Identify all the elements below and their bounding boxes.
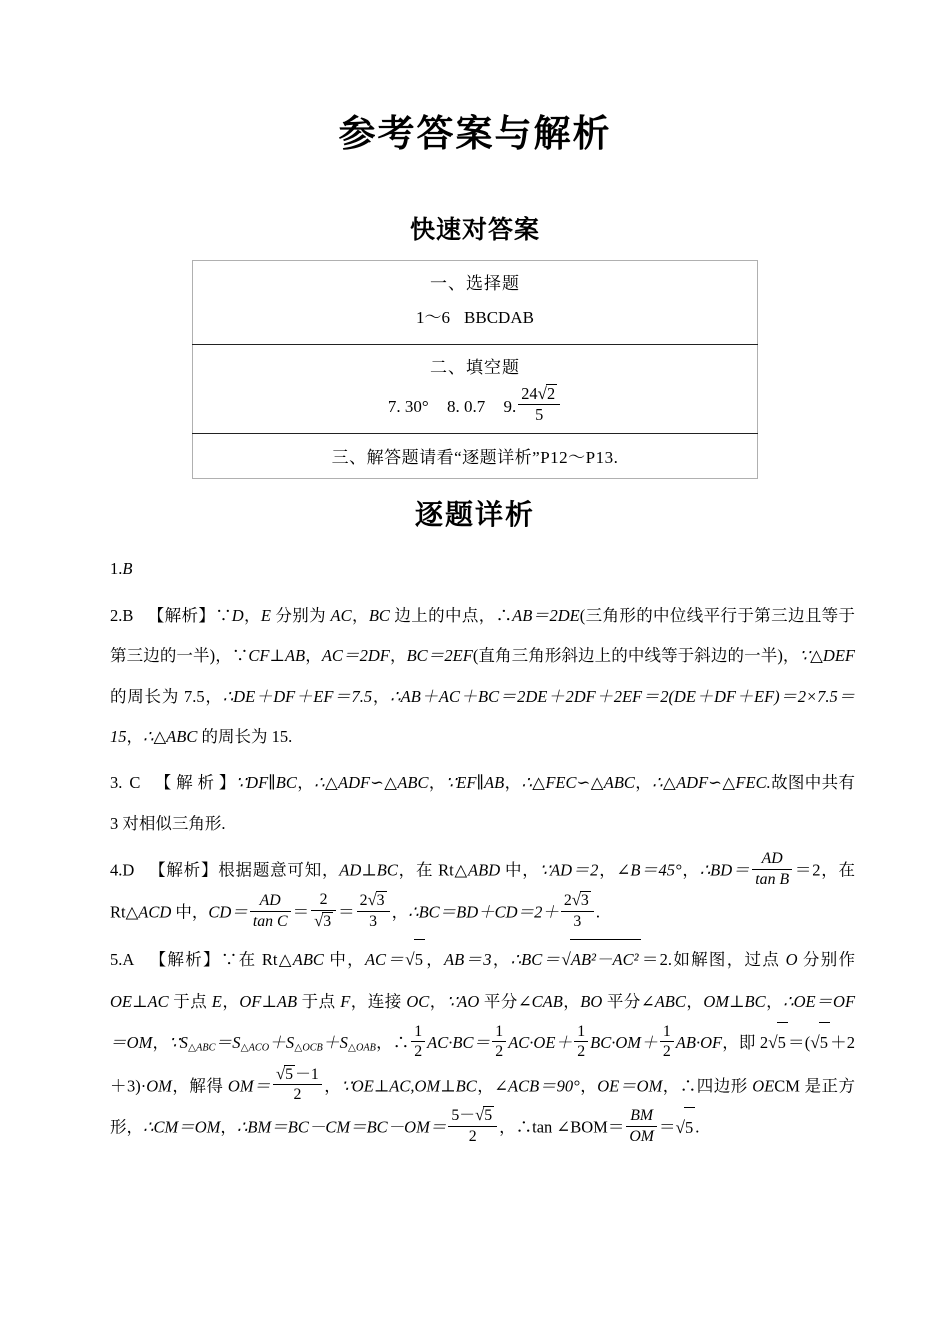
text-run: 中， — [323, 950, 365, 970]
math-expr: AC·OE＋ — [508, 1033, 573, 1053]
because-symbol: ∵ — [215, 605, 232, 625]
text-run: 分别作 — [797, 950, 856, 970]
fraction-numerator: AD — [752, 850, 792, 870]
table-row-fill — [193, 344, 758, 434]
sqrt-radicand: 3 — [323, 912, 332, 930]
detailed-solutions-title: 逐题详析 — [414, 500, 535, 532]
sqrt-radicand: 5 — [684, 1107, 695, 1148]
fraction-numerator: 1 — [492, 1023, 506, 1043]
text-run: 根据题意可知， — [218, 860, 340, 880]
punct: ， — [243, 605, 261, 625]
fraction-numerator: 1 — [574, 1023, 588, 1043]
fraction-cd — [250, 892, 291, 930]
sqrt-icon: √3 — [571, 890, 589, 910]
math-var: BC — [368, 605, 390, 625]
math-expr: ＋S — [322, 1033, 348, 1053]
punct: ， — [296, 773, 315, 793]
punct: ， — [375, 1033, 393, 1053]
subscript: △OAB — [347, 1042, 376, 1054]
text-run: 如解图，过点 — [672, 950, 786, 970]
text-run: ，解得 — [171, 1076, 228, 1095]
fraction-half-4 — [660, 1023, 674, 1061]
solution-4-answer: D — [122, 860, 135, 880]
fraction-bm — [448, 1106, 497, 1145]
math-expr: OE＝OM — [597, 1076, 663, 1095]
math-expr: ∵AD＝2 — [539, 860, 599, 880]
math-expr: AD⊥BC — [339, 860, 398, 880]
math-var: D — [231, 605, 244, 625]
math-expr: BC·OM＋ — [590, 1033, 658, 1053]
fraction-numerator: 1 — [411, 1023, 425, 1043]
text-run: (直角三角形斜边上的中线等于斜边的一半)， — [472, 646, 800, 666]
fraction-two-over-root-three — [311, 891, 336, 930]
sqrt-radicand: 5 — [484, 1107, 493, 1125]
sqrt-icon: √5 — [405, 939, 425, 981]
punct: ， — [221, 991, 240, 1011]
solution-3-answer: C — [129, 773, 141, 793]
fraction-denominator — [311, 911, 336, 931]
math-expr: CD＝ — [208, 902, 248, 922]
math-var: ABC — [292, 950, 324, 970]
math-expr: ＋2＋3)· — [110, 1033, 856, 1095]
solution-5-number: 5. — [110, 950, 123, 970]
math-expr: AC＝ — [364, 950, 406, 970]
punct: ， — [152, 1033, 170, 1053]
sqrt-radicand: 3 — [580, 892, 589, 910]
punct: ， — [389, 646, 407, 666]
punct: ， — [429, 991, 447, 1011]
math-expr: OE⊥AC — [110, 991, 169, 1011]
sqrt-icon: √AB²－AC² — [561, 939, 640, 981]
fraction-result — [561, 891, 594, 930]
equals-sign: ＝ — [338, 902, 355, 922]
solution-5-answer: A — [122, 950, 135, 970]
fraction-denominator: tan B — [755, 871, 790, 889]
fraction-denominator: 2 — [662, 1043, 671, 1061]
fraction-numerator: AD — [250, 892, 291, 912]
fraction-denominator: OM — [629, 1128, 654, 1146]
text-run: 于点 — [297, 991, 341, 1011]
punct: . — [695, 1117, 700, 1137]
fraction-half-1 — [411, 1023, 425, 1061]
text-run: 边上的中点， — [389, 605, 496, 625]
fill-item-8-num: 8. — [446, 396, 460, 416]
quick-answers-table-wrapper — [192, 260, 758, 479]
fill-answers — [193, 384, 757, 425]
punct: ， — [634, 773, 653, 793]
fraction-denominator: 3 — [369, 912, 378, 930]
fraction-denominator: 5 — [535, 405, 544, 425]
punct: ， — [424, 950, 445, 970]
math-expr: ∴BC＝BD＋CD＝2＋ — [408, 902, 559, 922]
solution-1-answer: B — [122, 559, 133, 579]
numerator-lead: 5－ — [451, 1107, 476, 1125]
fraction-denominator: 3 — [573, 912, 582, 930]
math-expr: ∴OE＝OF＝OM — [110, 991, 856, 1053]
math-expr: AB＝3 — [444, 950, 492, 970]
text-run: 平分∠ — [479, 991, 532, 1011]
fraction-bd — [752, 850, 792, 888]
math-expr: ∴BD＝ — [699, 860, 751, 880]
math-expr: BC＝2EF — [406, 646, 473, 666]
text-run: 平分∠ — [602, 991, 655, 1011]
punct: ， — [305, 646, 322, 666]
math-expr: ∴CM＝OM — [143, 1117, 221, 1137]
because-symbol: ∵ — [220, 950, 238, 970]
math-expr: ∴BM＝BC－CM＝BC－OM＝ — [236, 1117, 447, 1137]
fill-item-8-value: 0.7 — [463, 396, 486, 416]
fill-item-7-num: 7. — [387, 396, 401, 416]
fraction-numerator: BM — [626, 1107, 657, 1127]
math-expr: B＝45° — [630, 860, 682, 880]
subscript: △ACO — [240, 1042, 270, 1054]
text-run: 于点 — [168, 991, 212, 1011]
math-expr: ∵△DEF — [799, 646, 856, 666]
punct: ， — [499, 1117, 516, 1137]
because-symbol: ∵ — [231, 646, 249, 666]
text-run: ＝2，在 Rt△ — [110, 860, 856, 922]
punct: . — [595, 902, 600, 922]
math-var: ABD — [468, 860, 501, 880]
math-expr: ∵S — [169, 1033, 188, 1053]
math-expr: AB＝2DE — [512, 605, 580, 625]
sqrt-radicand: 5 — [777, 1022, 788, 1063]
fraction-denominator: 2 — [293, 1086, 302, 1104]
numerator-rest: －1 — [295, 1065, 319, 1083]
math-expr: OM⊥BC — [703, 991, 766, 1011]
math-expr: ∴△ABC — [143, 727, 198, 747]
fill-item-9-fraction — [518, 384, 560, 425]
sqrt-radicand: 5 — [285, 1065, 294, 1083]
fraction-denominator: 2 — [414, 1043, 423, 1061]
coefficient: 2 — [563, 892, 572, 910]
punct: ， — [220, 1117, 237, 1137]
table-row-choice — [193, 261, 758, 344]
math-expr: ∴△ADF∽△FEC. — [652, 773, 771, 793]
fraction-denominator: 2 — [468, 1128, 477, 1146]
therefore-symbol: ∴ — [495, 605, 513, 625]
punct: ， — [391, 902, 409, 922]
punct: ， — [372, 686, 391, 706]
quick-answers-table — [192, 260, 758, 479]
math-var: BO — [580, 991, 603, 1011]
fill-item-7-value: 30° — [404, 396, 429, 416]
text-run: 在 Rt△ — [237, 950, 293, 970]
math-expr: ∵OE⊥AC,OM⊥BC — [341, 1076, 477, 1095]
solution-2-tag: 【解析】 — [147, 605, 216, 625]
fraction-numerator — [561, 891, 594, 912]
coefficient: 2 — [359, 892, 368, 910]
text-run: 中， — [500, 860, 540, 880]
punct: ，∠ — [598, 860, 631, 880]
text-run: ，连接 — [350, 991, 407, 1011]
solution-2-number: 2. — [110, 605, 123, 625]
sqrt-icon: √2 — [537, 383, 556, 403]
solution-3-tag: 【 解 析 】 — [154, 773, 236, 793]
sqrt-icon: √5 — [276, 1063, 294, 1083]
solution-item-1 — [110, 549, 855, 589]
punct: ， — [681, 860, 700, 880]
math-var: E — [211, 991, 222, 1011]
text-run: (三角形的中位线平行于第三边且等于第三边的一半)， — [110, 605, 856, 666]
math-expr: ∴AB＋AC＋BC＝2DE＋2DF＋2EF＝2(DE＋DF＋EF)＝2×7.5＝15 — [110, 686, 856, 747]
math-expr: ＝S — [215, 1033, 241, 1053]
text-run: 的周长为 15. — [197, 727, 293, 747]
punct: ， — [428, 773, 446, 793]
math-var: AC — [330, 605, 352, 625]
math-expr: AC·BC＝ — [427, 1033, 491, 1053]
fraction-denominator: 2 — [495, 1043, 504, 1061]
therefore-symbol: ∴ — [392, 1033, 410, 1053]
math-var: ACD — [138, 902, 172, 922]
fraction-numerator: 1 — [660, 1023, 674, 1043]
math-expr: ∵AO — [446, 991, 480, 1011]
math-var: OC — [406, 991, 430, 1011]
math-expr: ∴BC＝ — [510, 950, 562, 970]
fraction-half-2 — [492, 1023, 506, 1061]
punct: ， — [765, 991, 784, 1011]
text-run: ，在 Rt△ — [397, 860, 469, 880]
sqrt-radicand: 3 — [376, 892, 385, 910]
punct: ， — [351, 605, 369, 625]
solution-4-tag: 【解析】 — [148, 860, 219, 880]
text-run: 分别为 — [270, 605, 331, 625]
sqrt-radicand: 5 — [819, 1022, 830, 1063]
math-expr: ACB＝90° — [508, 1076, 580, 1095]
equals-sign: ＝ — [658, 1117, 676, 1137]
math-expr: AC＝2DF — [321, 646, 390, 666]
punct: ， — [504, 773, 522, 793]
sqrt-icon: √5 — [475, 1105, 493, 1125]
math-var: OM — [146, 1076, 172, 1095]
sqrt-radicand: 2 — [546, 383, 556, 403]
fraction-numerator-coefficient: 24 — [521, 383, 538, 403]
fraction-numerator: 2 — [311, 891, 336, 911]
math-expr: OF⊥AB — [239, 991, 298, 1011]
choice-section-label: 一、选择题 — [430, 274, 520, 294]
solution-item-5 — [110, 939, 855, 1149]
math-expr: ∴tan ∠BOM＝ — [515, 1117, 625, 1137]
punct: ， — [685, 991, 704, 1011]
fraction-half-3 — [574, 1023, 588, 1061]
solutions-list — [0, 549, 950, 1149]
text-run: 中， — [171, 902, 209, 922]
math-var: F — [340, 991, 351, 1011]
math-expr: ∴△ADF∽△ABC — [314, 773, 429, 793]
solution-2-answer: B — [122, 605, 134, 625]
subscript: △ABC — [187, 1042, 216, 1054]
punct: ， — [562, 991, 581, 1011]
math-var: CAB — [531, 991, 563, 1011]
page-title: 参考答案与解析 — [338, 114, 612, 155]
sqrt-icon: √3 — [314, 910, 332, 930]
math-var: E — [260, 605, 271, 625]
math-expr: ∵EF∥AB — [445, 773, 505, 793]
fraction-om — [273, 1065, 322, 1104]
choice-letters: BBCDAB — [464, 307, 534, 327]
punct: ， — [126, 727, 143, 747]
text-run: 的周长为 7.5， — [110, 686, 223, 706]
choice-answers — [193, 301, 757, 335]
fraction-numerator — [357, 891, 390, 912]
math-var: O — [785, 950, 798, 970]
choice-range: 1～6 — [416, 307, 451, 327]
text-run: 故图中共有 3 对相似三角形. — [110, 773, 856, 833]
quick-answers-title: 快速对答案 — [409, 217, 540, 245]
solution-1-number: 1. — [110, 559, 123, 579]
subscript: △OCB — [294, 1042, 323, 1054]
fraction-denominator: tan C — [252, 912, 288, 930]
punct: ，∠ — [476, 1076, 509, 1095]
math-expr: ∴DE＋DF＋EF＝7.5 — [222, 686, 373, 706]
math-expr: ＝( — [787, 1033, 811, 1053]
sqrt-icon: √3 — [367, 890, 385, 910]
punct: ， — [491, 950, 511, 970]
equals-sign: ＝ — [292, 902, 310, 922]
math-expr: ＋S — [269, 1033, 295, 1053]
sqrt-radicand: 5 — [414, 939, 425, 980]
math-expr: ＝2. — [640, 950, 673, 970]
punct: ， — [323, 1076, 342, 1095]
solution-4-number: 4. — [110, 860, 123, 880]
sqrt-icon: √5 — [768, 1022, 788, 1064]
punct: ， — [662, 1076, 680, 1095]
table-row-note — [193, 434, 758, 479]
math-var: OE — [752, 1076, 775, 1095]
fraction-numerator — [273, 1065, 322, 1086]
text-run: CM 是正方形， — [110, 1076, 856, 1137]
fill-section-label: 二、填空题 — [430, 357, 520, 377]
solution-item-3 — [110, 763, 855, 844]
solution-3-number: 3. — [110, 773, 123, 793]
solution-item-4 — [110, 850, 855, 933]
math-var: ABC — [654, 991, 686, 1011]
math-expr: AB·OF — [675, 1033, 723, 1053]
math-expr: ∵DF∥BC — [235, 773, 297, 793]
math-expr: OM＝ — [227, 1076, 272, 1095]
math-expr: CF⊥AB — [248, 646, 306, 666]
punct: ， — [579, 1076, 598, 1095]
fraction-denominator: 2 — [577, 1043, 586, 1061]
sqrt-icon: √5 — [675, 1107, 695, 1149]
text-run: ，即 2 — [722, 1033, 769, 1053]
solution-section-note: 三、解答题请看“逐题详析”P12～P13. — [331, 448, 619, 468]
sqrt-radicand: AB²－AC² — [570, 939, 641, 980]
text-run: ∴四边形 — [679, 1076, 753, 1095]
solution-5-tag: 【解析】 — [148, 950, 221, 970]
fill-item-9-num: 9. — [503, 396, 517, 416]
fraction-numerator — [448, 1106, 497, 1127]
math-expr: ∴△FEC∽△ABC — [521, 773, 635, 793]
fraction-two-root-three-over-three — [357, 891, 390, 930]
sqrt-icon: √5 — [810, 1022, 830, 1064]
fraction-bm-over-om — [626, 1107, 657, 1145]
solution-item-2 — [110, 596, 855, 758]
